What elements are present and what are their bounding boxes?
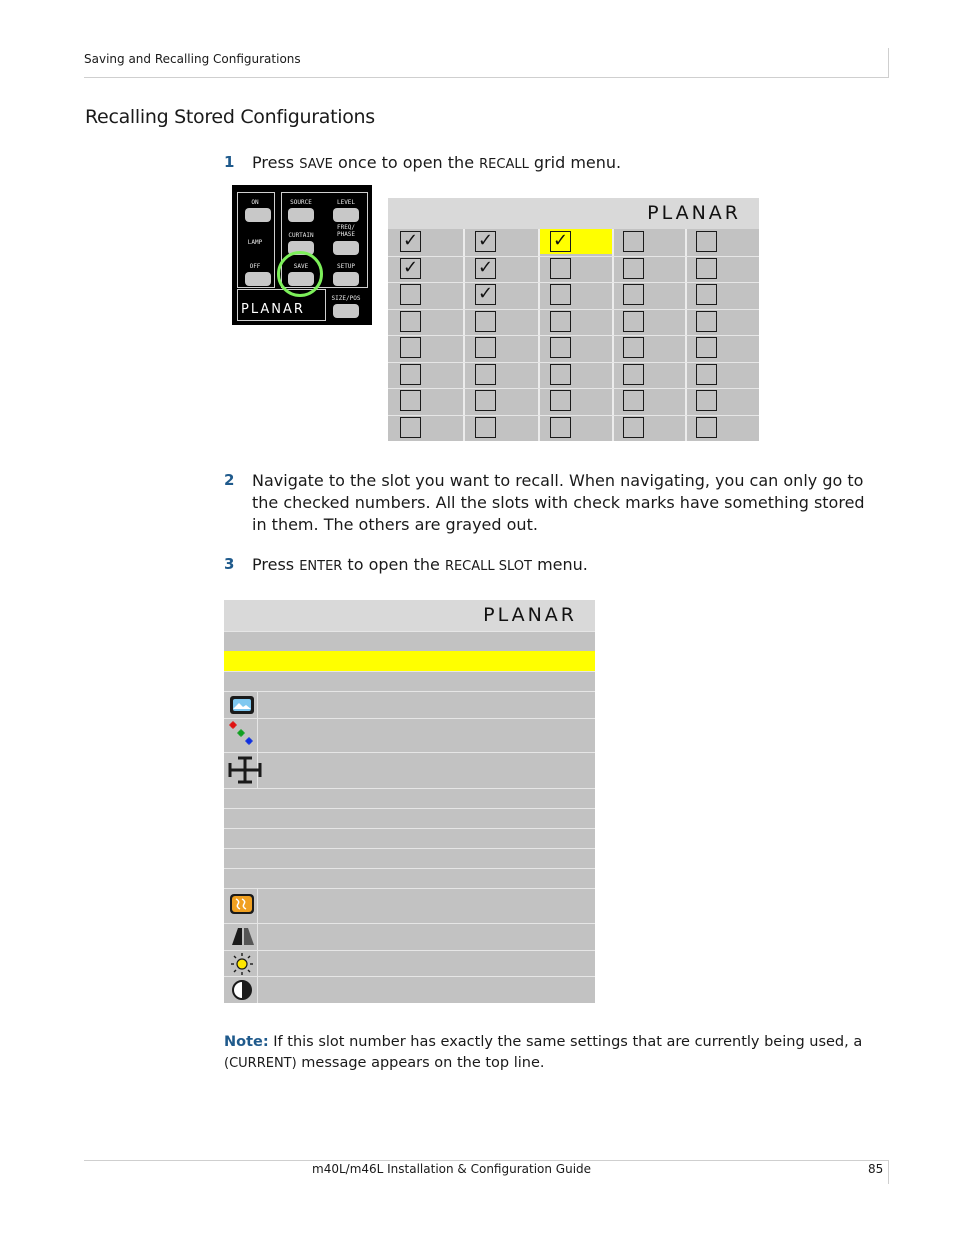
slot-checkbox-empty[interactable] [475,311,496,332]
grid-row-divider [388,362,759,363]
menu-row [224,868,595,888]
step-text-part: Press [252,555,300,574]
key-save-label: SAVE [293,263,309,270]
current-message-name: (CURRENT) [224,1056,297,1071]
picture-icon [228,694,256,716]
contrast-icon [228,979,256,1001]
menu-row [224,888,595,923]
note-text-2: message appears on the top line. [296,1055,545,1071]
slot-checkbox-empty[interactable] [475,390,496,411]
step-3 [224,554,234,573]
key-setup [333,272,359,286]
slot-checkbox-empty[interactable] [696,390,717,411]
slot-checkbox-empty[interactable] [400,284,421,305]
grid-row-divider [388,309,759,310]
recall-slot-menu [224,600,595,1003]
slot-checkbox-empty[interactable] [550,258,571,279]
brightness-icon [228,952,256,976]
key-freq-label-2: PHASE [336,231,356,238]
planar-logo: PLANAR [647,202,741,224]
section-title: Recalling Stored Configurations [85,106,375,128]
footer-rule [84,1160,889,1161]
key-freq-phase [333,241,359,255]
slot-checkbox-empty[interactable] [623,364,644,385]
key-setup-label: SETUP [336,263,356,270]
step-1-text [252,152,621,176]
slot-checkbox-empty[interactable] [696,364,717,385]
slot-checkbox-empty[interactable] [623,337,644,358]
grid-row-divider [388,256,759,257]
slot-checkbox-empty[interactable] [623,284,644,305]
menu-row [224,631,595,651]
step-2-text: Navigate to the slot you want to recall. When navigating, you can only go to the checked numbers. All the slots with check marks have something stored in them. The others are grayed out. [252,471,865,534]
planar-logo: PLANAR [483,604,577,626]
key-on [245,208,271,222]
key-size-pos-label: SIZE/POS [331,295,361,302]
menu-row [224,808,595,828]
slot-checkbox-checked[interactable]: ✓ [550,231,571,252]
note-text: If this slot number has exactly the same settings that are currently being used, a [268,1034,863,1050]
slot-checkbox-empty[interactable] [623,311,644,332]
grid-row-divider [388,388,759,389]
wave-icon [228,892,256,916]
slot-checkbox-empty[interactable] [550,311,571,332]
footer-rule-vertical [888,1160,889,1184]
menu-name: RECALL SLOT [444,559,532,574]
recall-grid-menu [388,198,759,441]
key-source-label: SOURCE [290,199,312,206]
key-curtain-label: CURTAIN [288,232,314,239]
step-text-part: to open the [342,555,445,574]
key-off-label: OFF [249,263,261,270]
header-rule [84,77,889,78]
selected-row-highlight [224,651,595,671]
icon-column-divider [257,888,258,1003]
keypad-logo: PLANAR [241,302,305,317]
slot-checkbox-empty[interactable] [550,417,571,438]
footer-guide-title: m40L/m46L Installation & Configuration Guide [312,1162,592,1176]
page-number: 85 [868,1162,884,1176]
note-label: Note: [224,1034,269,1050]
menu-header [388,198,759,229]
menu-row [224,828,595,848]
slot-checkbox-empty[interactable] [475,337,496,358]
header-rule-vertical [888,48,889,78]
slot-checkbox-empty[interactable] [623,417,644,438]
step-number: 3 [224,555,235,573]
key-name: ENTER [299,559,343,574]
slot-checkbox-checked[interactable]: ✓ [400,231,421,252]
slot-checkbox-empty[interactable] [696,258,717,279]
slot-checkbox-empty[interactable] [400,337,421,358]
slot-checkbox-empty[interactable] [623,258,644,279]
slot-checkbox-checked[interactable]: ✓ [475,258,496,279]
key-lamp-label: LAMP [247,239,263,246]
key-size-pos [333,304,359,318]
slot-checkbox-checked[interactable]: ✓ [400,258,421,279]
grid-row-divider [388,282,759,283]
keypad-image [232,185,372,325]
position-icon [228,755,262,785]
key-freq-label-1: FREQ/ [336,224,356,231]
slot-checkbox-empty[interactable] [400,417,421,438]
step-1 [224,152,234,171]
slot-checkbox-empty[interactable] [400,390,421,411]
menu-row [224,848,595,868]
step-text-part: grid menu. [528,153,622,172]
slot-checkbox-empty[interactable] [696,231,717,252]
slot-checkbox-empty[interactable] [400,364,421,385]
menu-row [224,718,595,752]
menu-header [224,600,595,631]
save-highlight-ring [277,251,323,297]
slot-checkbox-checked[interactable]: ✓ [475,231,496,252]
slot-checkbox-empty[interactable] [400,311,421,332]
running-header: Saving and Recalling Configurations [84,52,301,66]
menu-row [224,752,595,788]
slot-checkbox-empty[interactable] [550,364,571,385]
menu-name: RECALL [479,157,529,172]
menu-row [224,691,595,718]
menu-row [224,671,595,691]
menu-row [224,950,595,976]
slot-checkbox-empty[interactable] [623,390,644,411]
menu-row [224,923,595,950]
slot-checkbox-empty[interactable] [696,337,717,358]
key-source [288,208,314,222]
slot-checkbox-empty[interactable] [550,284,571,305]
slot-checkbox-empty[interactable] [696,284,717,305]
slot-checkbox-empty[interactable] [475,417,496,438]
menu-row [224,976,595,1003]
grid-row-divider [388,335,759,336]
slot-checkbox-empty[interactable] [550,337,571,358]
step-text-part: menu. [531,555,588,574]
color-dots-icon [228,720,256,750]
step-text-part: Press [252,153,300,172]
slot-checkbox-empty[interactable] [696,417,717,438]
slot-checkbox-empty[interactable] [696,311,717,332]
slot-checkbox-empty[interactable] [550,390,571,411]
slot-checkbox-empty[interactable] [475,364,496,385]
key-on-label: ON [251,199,259,206]
step-number: 2 [224,471,235,489]
grid-row-divider [388,415,759,416]
slot-checkbox-checked[interactable]: ✓ [475,284,496,305]
key-off [245,272,271,286]
step-number: 1 [224,153,235,171]
step-2 [224,470,234,489]
key-name: SAVE [299,157,333,172]
key-level-label: LEVEL [336,199,356,206]
sharpness-icon [228,925,256,947]
slot-checkbox-empty[interactable] [623,231,644,252]
step-3-text [252,554,588,578]
menu-row [224,788,595,808]
note [224,1032,864,1074]
step-text-part: once to open the [332,153,480,172]
key-level [333,208,359,222]
